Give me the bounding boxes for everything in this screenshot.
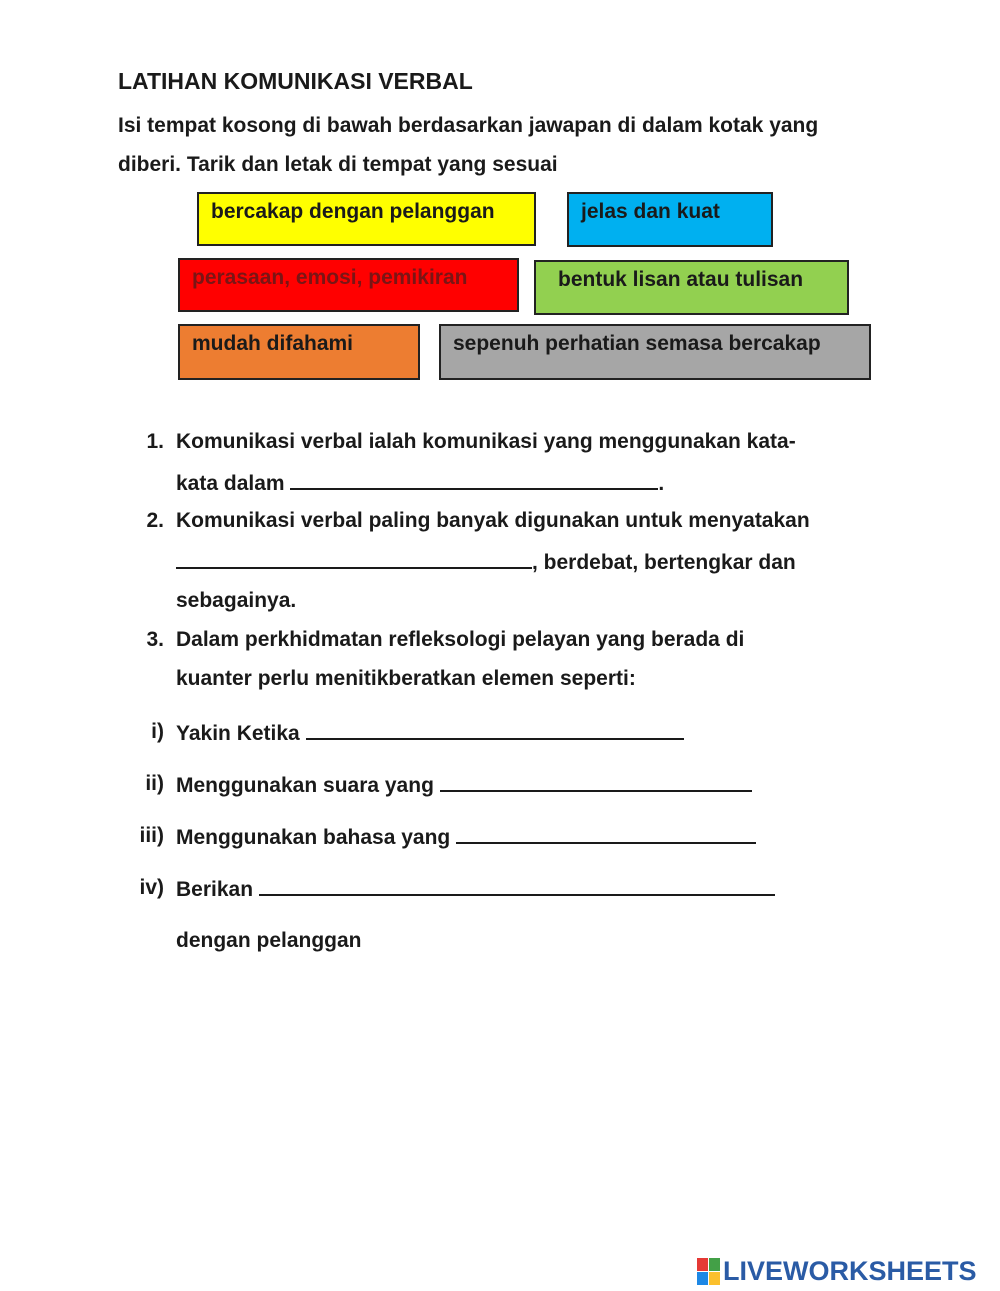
sub-item-iv-continuation: dengan pelanggan [176,929,362,952]
sub-item-ii-number: ii) [145,772,164,795]
question-2-number: 2. [146,509,164,532]
answer-blank-3iv[interactable] [259,876,775,896]
logo-text: LIVEWORKSHEETS [723,1256,977,1286]
answer-blank-3iii[interactable] [456,824,756,844]
question-1-number: 1. [146,430,164,453]
question-2-line-2 [176,549,796,575]
question-1-line-2 [176,470,664,496]
answer-chip-bercakap[interactable]: bercakap dengan pelanggan [197,192,536,246]
question-3-number: 3. [146,628,164,651]
answer-blank-1[interactable] [290,470,658,490]
sub-item-ii-prefix: Menggunakan suara yang [176,774,434,797]
answer-chip-perasaan[interactable]: perasaan, emosi, pemikiran [178,258,519,312]
sub-item-iv-prefix: Berikan [176,878,254,901]
question-3-line-1: Dalam perkhidmatan refleksologi pelayan yang berada di [176,628,745,651]
answer-chip-mudah[interactable]: mudah difahami [178,324,420,380]
sub-item-i [176,720,684,746]
sub-item-i-number: i) [151,720,164,743]
sub-item-i-prefix: Yakin Ketika [176,722,300,745]
answer-blank-3i[interactable] [306,720,684,740]
answer-chip-sepenuh[interactable]: sepenuh perhatian semasa bercakap [439,324,871,380]
liveworksheets-logo-icon [697,1258,720,1285]
sub-item-iv [176,876,775,902]
sub-item-iii [176,824,756,850]
worksheet-title: LATIHAN KOMUNIKASI VERBAL [118,68,473,94]
liveworksheets-logo [697,1256,977,1287]
question-1-line-1: Komunikasi verbal ialah komunikasi yang menggunakan kata- [176,430,796,453]
answer-blank-2[interactable] [176,549,532,569]
question-3-line-2: kuanter perlu menitikberatkan elemen seperti: [176,667,636,690]
question-2-line-1: Komunikasi verbal paling banyak digunakan untuk menyatakan [176,509,810,532]
instruction-line-2: diberi. Tarik dan letak di tempat yang sesuai [118,153,558,176]
answer-chip-bentuk[interactable]: bentuk lisan atau tulisan [534,260,849,315]
answer-blank-3ii[interactable] [440,772,752,792]
question-2-line-3: sebagainya. [176,589,297,612]
answer-chip-jelas[interactable]: jelas dan kuat [567,192,773,247]
sub-item-iv-number: iv) [139,876,164,899]
sub-item-ii [176,772,752,798]
sub-item-iii-number: iii) [139,824,164,847]
instruction-line-1: Isi tempat kosong di bawah berdasarkan jawapan di dalam kotak yang [118,114,819,137]
question-1-prefix: kata dalam [176,472,285,495]
question-1-suffix: . [658,472,665,495]
sub-item-iii-prefix: Menggunakan bahasa yang [176,826,451,849]
question-2-suffix: , berdebat, bertengkar dan [532,551,796,574]
